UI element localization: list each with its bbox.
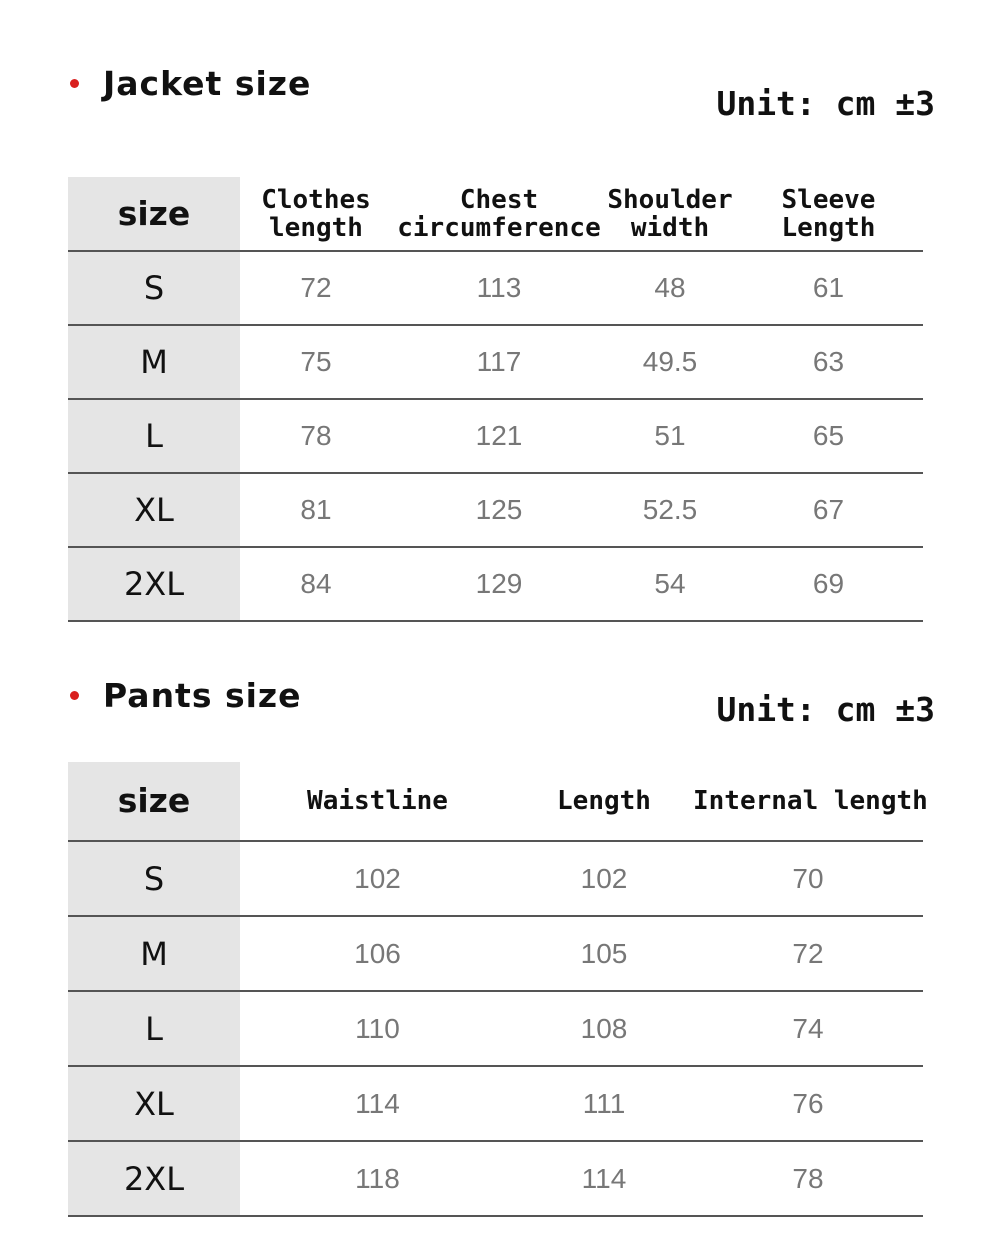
jacket-header-clothes-length bbox=[240, 177, 392, 251]
length-cell: 102 bbox=[515, 841, 693, 916]
chest-cell: 113 bbox=[392, 251, 606, 325]
waistline-cell: 102 bbox=[240, 841, 515, 916]
header-line: Sleeve bbox=[781, 184, 876, 215]
pants-header-size: size bbox=[68, 762, 240, 841]
size-cell: L bbox=[68, 991, 240, 1066]
header-line: Shoulder bbox=[607, 184, 733, 215]
size-cell: 2XL bbox=[68, 547, 240, 621]
jacket-unit-label: Unit: cm ±3 bbox=[716, 84, 935, 123]
size-cell: 2XL bbox=[68, 1141, 240, 1216]
jacket-title-text: Jacket size bbox=[103, 64, 312, 103]
pants-header-waistline: Waistline bbox=[240, 762, 515, 841]
pants-size-table bbox=[68, 762, 928, 1217]
size-cell: S bbox=[68, 251, 240, 325]
jacket-header-row bbox=[68, 177, 923, 251]
header-line: length bbox=[269, 212, 363, 243]
header-line: Length bbox=[781, 212, 876, 243]
sleeve-cell: 61 bbox=[734, 251, 923, 325]
bullet-icon bbox=[70, 691, 79, 700]
size-cell: M bbox=[68, 325, 240, 399]
waistline-cell: 114 bbox=[240, 1066, 515, 1141]
bullet-icon bbox=[70, 79, 79, 88]
clothes-length-cell: 84 bbox=[240, 547, 392, 621]
size-cell: S bbox=[68, 841, 240, 916]
header-line: Internal length bbox=[693, 786, 928, 816]
header-line: Chest bbox=[459, 184, 539, 215]
pants-header-row bbox=[68, 762, 923, 841]
length-cell: 111 bbox=[515, 1066, 693, 1141]
size-cell: M bbox=[68, 916, 240, 991]
internal-length-cell: 78 bbox=[693, 1141, 923, 1216]
size-cell: L bbox=[68, 399, 240, 473]
table-row bbox=[68, 251, 923, 325]
chest-cell: 117 bbox=[392, 325, 606, 399]
table-row bbox=[68, 991, 923, 1066]
size-cell: XL bbox=[68, 473, 240, 547]
internal-length-cell: 70 bbox=[693, 841, 923, 916]
chest-cell: 125 bbox=[392, 473, 606, 547]
table-row bbox=[68, 916, 923, 991]
pants-unit-label: Unit: cm ±3 bbox=[716, 690, 935, 729]
chest-cell: 129 bbox=[392, 547, 606, 621]
table-row bbox=[68, 473, 923, 547]
pants-section-title bbox=[70, 676, 302, 715]
pants-title-text: Pants size bbox=[103, 676, 302, 715]
internal-length-cell: 72 bbox=[693, 916, 923, 991]
length-cell: 108 bbox=[515, 991, 693, 1066]
sleeve-cell: 63 bbox=[734, 325, 923, 399]
jacket-header-chest bbox=[392, 177, 606, 251]
length-cell: 114 bbox=[515, 1141, 693, 1216]
table-row bbox=[68, 547, 923, 621]
waistline-cell: 106 bbox=[240, 916, 515, 991]
length-cell: 105 bbox=[515, 916, 693, 991]
sleeve-cell: 69 bbox=[734, 547, 923, 621]
clothes-length-cell: 81 bbox=[240, 473, 392, 547]
table-row bbox=[68, 841, 923, 916]
shoulder-cell: 48 bbox=[606, 251, 734, 325]
shoulder-cell: 52.5 bbox=[606, 473, 734, 547]
clothes-length-cell: 75 bbox=[240, 325, 392, 399]
jacket-size-table bbox=[68, 177, 923, 622]
internal-length-cell: 76 bbox=[693, 1066, 923, 1141]
table-row bbox=[68, 1066, 923, 1141]
size-cell: XL bbox=[68, 1066, 240, 1141]
header-line: width bbox=[630, 212, 710, 243]
shoulder-cell: 54 bbox=[606, 547, 734, 621]
internal-length-cell: 74 bbox=[693, 991, 923, 1066]
clothes-length-cell: 78 bbox=[240, 399, 392, 473]
waistline-cell: 118 bbox=[240, 1141, 515, 1216]
shoulder-cell: 49.5 bbox=[606, 325, 734, 399]
header-line: Clothes bbox=[261, 184, 371, 215]
jacket-header-sleeve bbox=[734, 177, 923, 251]
pants-header-internal-length bbox=[693, 762, 928, 841]
jacket-section-title bbox=[70, 64, 311, 103]
clothes-length-cell: 72 bbox=[240, 251, 392, 325]
sleeve-cell: 65 bbox=[734, 399, 923, 473]
sleeve-cell: 67 bbox=[734, 473, 923, 547]
shoulder-cell: 51 bbox=[606, 399, 734, 473]
table-row bbox=[68, 399, 923, 473]
table-row bbox=[68, 325, 923, 399]
table-row bbox=[68, 1141, 923, 1216]
jacket-header-size: size bbox=[68, 177, 240, 251]
waistline-cell: 110 bbox=[240, 991, 515, 1066]
pants-header-length: Length bbox=[515, 762, 693, 841]
jacket-header-shoulder bbox=[606, 177, 734, 251]
header-line: circumference bbox=[397, 212, 601, 243]
chest-cell: 121 bbox=[392, 399, 606, 473]
